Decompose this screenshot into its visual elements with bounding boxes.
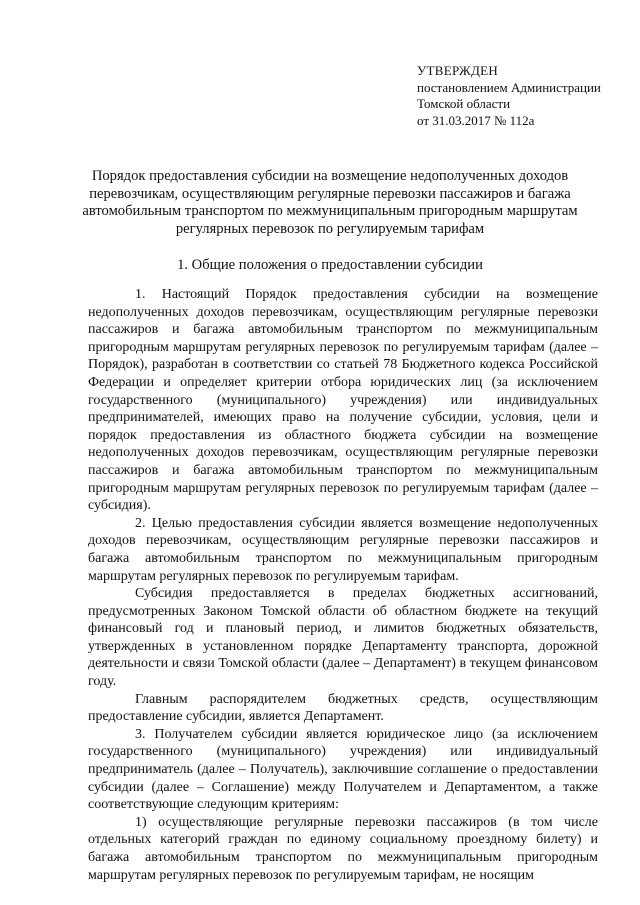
- document-title: Порядок предоставления субсидии на возмещение недополученных доходов перевозчикам, осуществляющим регулярные перевозки пассажиров и багажа автомобильным транспортом по межмуниципальным пригородным маршрутам регулярных перевозок по регулируемым тарифам: [82, 168, 578, 237]
- paragraph-5: 3. Получателем субсидии является юридическое лицо (за исключением государственного (муниципального) учреждения) или индивидуальный предприниматель (далее – Получатель), заключившие соглашение о предоставлении субсидии (далее – Соглашение) между Получателем и Департаментом, а также соответствующие следующим критериям:: [88, 726, 598, 813]
- approval-region: Томской области: [417, 96, 511, 111]
- approval-stamp: [417, 63, 632, 129]
- section-heading: 1. Общие положения о предоставлении субсидии: [177, 257, 483, 273]
- paragraph-1: 1. Настоящий Порядок предоставления субсидии на возмещение недополученных доходов перевозчикам, осуществляющим регулярные перевозки пассажиров и багажа автомобильным транспортом по межмуниципальным пригородным маршрутам регулярных перевозок по регулируемым тарифам (далее – Порядок), разработан в соответствии со статьей 78 Бюджетного кодекса Российской Федерации и определяет критерии отбора юридических лиц (за исключением государственного (муниципального) учреждения) или индивидуальных предпринимателей, имеющих право на получение субсидии, условия, цели и порядок предоставления из областного бюджета субсидии на возмещение недополученных доходов перевозчикам, осуществляющим регулярные перевозки пассажиров и багажа автомобильным транспортом по межмуниципальным пригородным маршрутам регулярных перевозок по регулируемым тарифам (далее – субсидия).: [88, 287, 598, 514]
- paragraph-6: 1) осуществляющие регулярные перевозки пассажиров (в том числе отдельных категорий граждан по единому социальному проездному билету) и багажа автомобильным транспортом по межмуниципальным пригородным маршрутам регулярных перевозок по регулируемым тарифам, не носящим: [88, 814, 598, 883]
- document-body: [88, 286, 598, 884]
- approval-date-number: от 31.03.2017 № 112а: [417, 112, 535, 128]
- paragraph-3: Субсидия предоставляется в пределах бюджетных ассигнований, предусмотренных Законом Томской области об областном бюджете на текущий финансовый год и плановый период, и лимитов бюджетных обязательств, утвержденных в установленном порядке Департаменту транспорта, дорожной деятельности и связи Томской области (далее – Департамент) в текущем финансовом году.: [88, 586, 598, 690]
- approval-authority: постановлением Администрации: [417, 79, 601, 95]
- paragraph-2: 2. Целью предоставления субсидии является возмещение недополученных доходов перевозчикам, осуществляющим регулярные перевозки пассажиров и багажа автомобильным транспортом по межмуниципальным пригородным маршрутам регулярных перевозок по регулируемым тарифам.: [88, 515, 598, 584]
- approval-heading: УТВЕРЖДЕН: [417, 63, 499, 78]
- paragraph-4: Главным распорядителем бюджетных средств, осуществляющим предоставление субсидии, является Департамент.: [88, 691, 598, 725]
